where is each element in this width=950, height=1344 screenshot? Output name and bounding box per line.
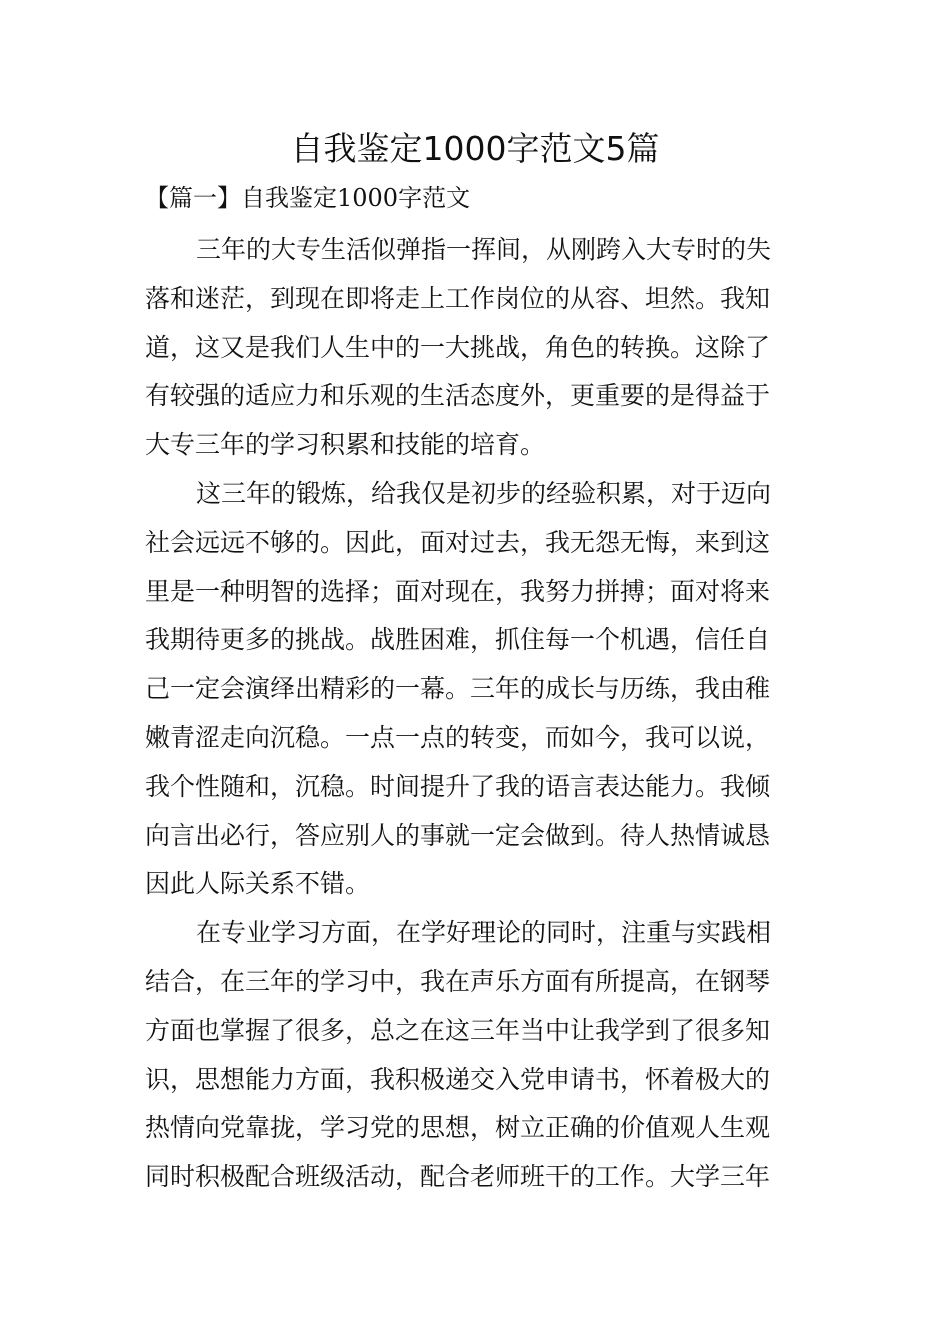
text-line: 道，这又是我们人生中的一大挑战，角色的转换。这除了 <box>145 332 771 362</box>
document-title: 自我鉴定1000字范文5篇 <box>290 129 660 168</box>
text-line: 三年的大专生活似弹指一挥间，从刚跨入大专时的失 <box>196 235 772 264</box>
body-text <box>145 226 807 1202</box>
text-line: 在专业学习方面，在学好理论的同时，注重与实践相 <box>196 918 772 948</box>
text-line: 大专三年的学习积累和技能的培育。 <box>145 430 546 460</box>
text-line: 因此人际关系不错。 <box>145 869 371 899</box>
text-line: 同时积极配合班级活动，配合老师班干的工作。大学三年 <box>145 1162 771 1192</box>
text-line: 社会远远不够的。因此，面对过去，我无怨无悔，来到这 <box>145 527 771 557</box>
text-line: 有较强的适应力和乐观的生活态度外，更重要的是得益于 <box>145 381 771 411</box>
text-line: 识，思想能力方面，我积极递交入党申请书，怀着极大的 <box>145 1064 771 1094</box>
text-line: 己一定会演绎出精彩的一幕。三年的成长与历练，我由稚 <box>145 674 771 704</box>
text-line: 方面也掌握了很多，总之在这三年当中让我学到了很多知 <box>145 1015 771 1045</box>
text-line: 向言出必行，答应别人的事就一定会做到。待人热情诚恳 <box>145 820 771 850</box>
text-line: 里是一种明智的选择；面对现在，我努力拼搏；面对将来 <box>145 576 771 606</box>
section-heading: 【篇一】自我鉴定1000字范文 <box>145 184 471 212</box>
text-line: 结合，在三年的学习中，我在声乐方面有所提高，在钢琴 <box>145 966 771 996</box>
text-line: 热情向党靠拢，学习党的思想，树立正确的价值观人生观 <box>145 1113 771 1143</box>
text-line: 这三年的锻炼，给我仅是初步的经验积累，对于迈向 <box>196 478 772 508</box>
text-line: 落和迷茫，到现在即将走上工作岗位的从容、坦然。我知 <box>145 283 771 313</box>
text-line: 嫩青涩走向沉稳。一点一点的转变，而如今，我可以说， <box>145 722 771 752</box>
text-line: 我个性随和，沉稳。时间提升了我的语言表达能力。我倾 <box>145 771 771 801</box>
text-line: 我期待更多的挑战。战胜困难，抓住每一个机遇，信任自 <box>145 625 771 655</box>
